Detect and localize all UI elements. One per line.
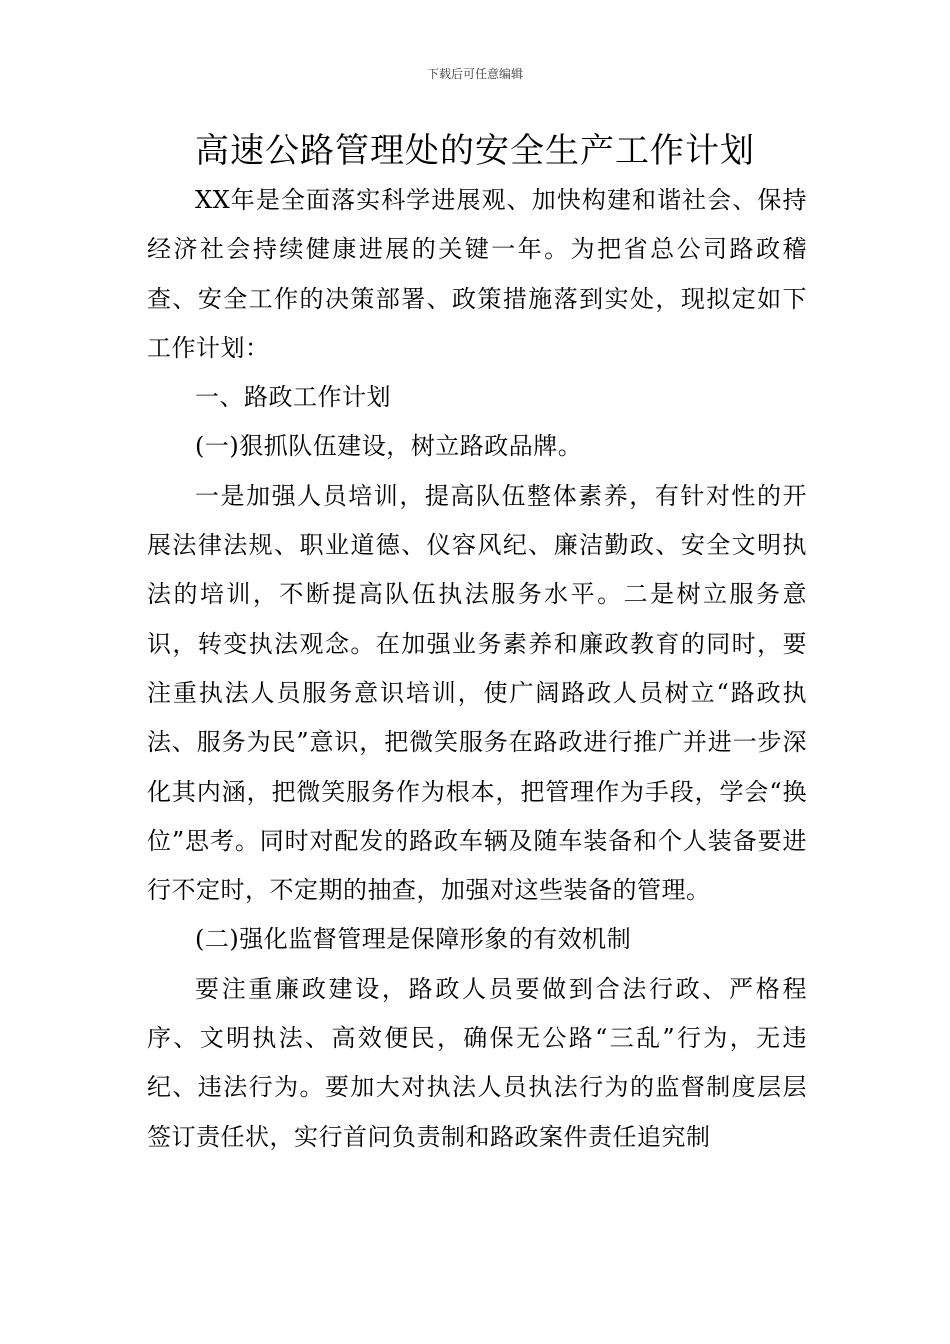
subsection-heading-1: (一)狠抓队伍建设，树立路政品牌。	[195, 432, 583, 461]
section-heading-road-admin: 一、路政工作计划	[195, 383, 391, 412]
paragraph-supervision: 要注重廉政建设，路政人员要做到合法行政、严格程序、文明执法、高效便民，确保无公路“三乱”行为，无违纪、违法行为。要加大对执法人员执法行为的监督制度层层签订责任状，实行首问负责制和路政案件责任追究制	[147, 974, 807, 1151]
paragraph-intro: XX年是全面落实科学进展观、加快构建和谐社会、保持经济社会持续健康进展的关键一年。为把省总公司路政稽查、安全工作的决策部署、政策措施落到实处，现拟定如下工作计划：	[147, 186, 807, 362]
subsection-heading-2: (二)强化监督管理是保障形象的有效机制	[195, 925, 632, 954]
document-body	[147, 176, 807, 1162]
paragraph-training: 一是加强人员培训，提高队伍整体素养，有针对性的开展法律法规、职业道德、仪容风纪、廉洁勤政、安全文明执法的培训，不断提高队伍执法服务水平。二是树立服务意识，转变执法观念。在加强业务素养和廉政教育的同时，要注重执法人员服务意识培训，使广阔路政人员树立“路政执法、服务为民”意识，把微笑服务在路政进行推广并进一步深化其内涵，把微笑服务作为根本，把管理作为手段，学会“换位”思考。同时对配发的路政车辆及随车装备和个人装备要进行不定时，不定期的抽查，加强对这些装备的管理。	[147, 481, 807, 905]
header-note: 下载后可任意编辑	[426, 67, 523, 81]
page-title: 高速公路管理处的安全生产工作计划	[195, 131, 755, 171]
